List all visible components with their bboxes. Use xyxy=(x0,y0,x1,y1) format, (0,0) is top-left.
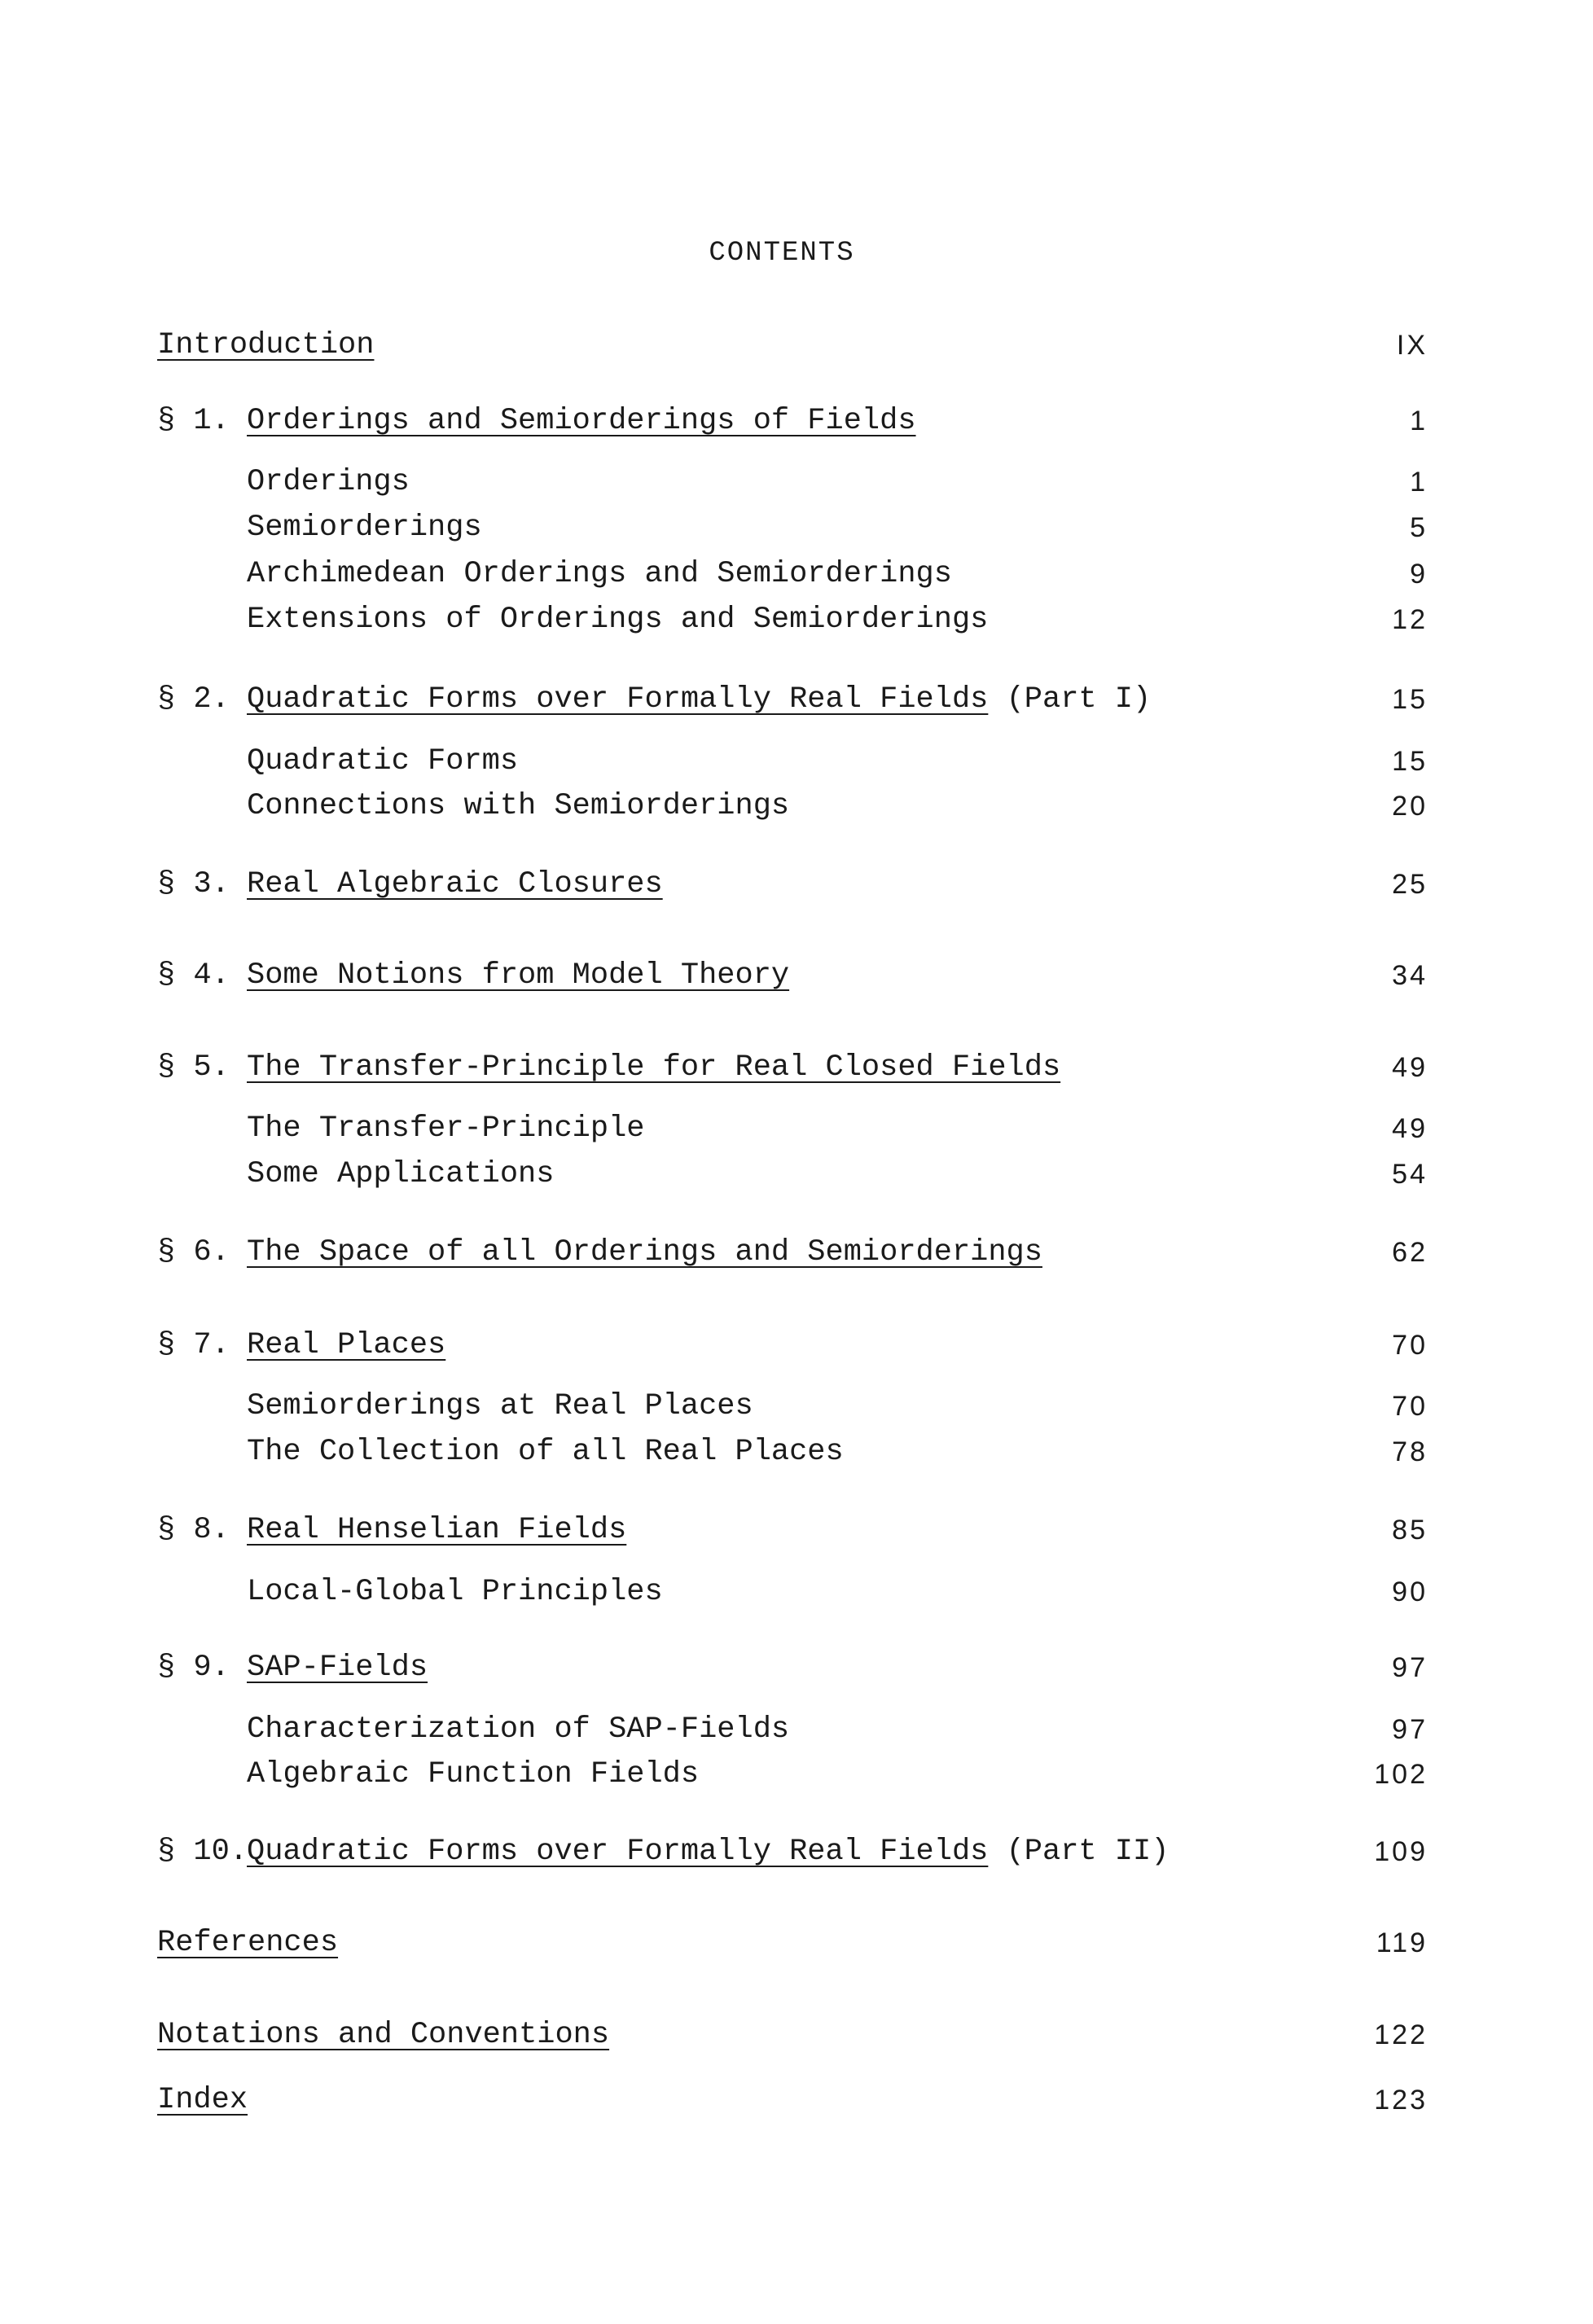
entry-title-text: SAP-Fields xyxy=(247,1651,428,1685)
entry-title-text: Real Henselian Fields xyxy=(247,1513,627,1547)
entry-title xyxy=(247,1230,1042,1275)
page-number: 15 xyxy=(1392,746,1428,777)
toc-subentry xyxy=(157,597,1428,642)
section-number: § 8. xyxy=(157,1513,230,1547)
entry-title-text: Real Algebraic Closures xyxy=(247,867,663,901)
toc-section xyxy=(157,677,1428,722)
entry-title-text: Orderings xyxy=(247,465,410,499)
entry-part-suffix: (Part II) xyxy=(1006,1835,1170,1869)
page-number: 62 xyxy=(1392,1237,1428,1268)
toc-entry xyxy=(157,2077,1428,2123)
page-number: 25 xyxy=(1392,869,1428,900)
entry-title-text: Local-Global Principles xyxy=(247,1575,663,1609)
page-number: 90 xyxy=(1392,1576,1428,1607)
page-number: 102 xyxy=(1374,1759,1428,1790)
page-number: 1 xyxy=(1410,406,1428,436)
entry-title-text: Quadratic Forms over Formally Real Fields xyxy=(247,682,989,717)
toc-section xyxy=(157,1230,1428,1275)
section-number: § 2. xyxy=(157,682,230,717)
page-number: 97 xyxy=(1392,1652,1428,1683)
entry-title xyxy=(157,2012,609,2058)
page-number: 1 xyxy=(1410,467,1428,498)
entry-title xyxy=(247,1322,445,1368)
toc-section xyxy=(157,953,1428,998)
entry-title-text: Extensions of Orderings and Semiorderings xyxy=(247,603,989,637)
section-number: § 4. xyxy=(157,958,230,993)
entry-title xyxy=(247,1507,626,1553)
page-title: CONTENTS xyxy=(709,238,855,269)
entry-title xyxy=(247,1151,554,1197)
entry-title xyxy=(247,783,789,829)
page-number: 49 xyxy=(1392,1052,1428,1083)
entry-title xyxy=(247,1569,663,1615)
entry-title-text: Semiorderings xyxy=(247,511,482,545)
entry-title-text: Quadratic Forms over Formally Real Fields xyxy=(247,1835,989,1869)
entry-title xyxy=(247,739,518,784)
toc-section xyxy=(157,1829,1428,1875)
page-number: 20 xyxy=(1392,791,1428,822)
entry-title-text: The Collection of all Real Places xyxy=(247,1435,844,1469)
page-number: 119 xyxy=(1376,1927,1428,1958)
entry-title-text: Index xyxy=(157,2083,248,2117)
entry-title xyxy=(247,862,663,907)
entry-title-text: Connections with Semiorderings xyxy=(247,789,790,823)
page-number: 122 xyxy=(1374,2019,1428,2050)
entry-title xyxy=(247,597,988,642)
entry-title-text: The Transfer-Principle for Real Closed Fields xyxy=(247,1050,1061,1085)
entry-title-text: Archimedean Orderings and Semiorderings xyxy=(247,557,952,591)
toc-entry xyxy=(157,322,1428,368)
section-number: § 1. xyxy=(157,404,230,438)
toc-subentry xyxy=(157,1151,1428,1197)
page-number: IX xyxy=(1396,330,1428,361)
toc-section xyxy=(157,1322,1428,1368)
entry-part-suffix: (Part I) xyxy=(1006,682,1152,717)
toc-section xyxy=(157,1645,1428,1690)
toc-subentry xyxy=(157,505,1428,550)
entry-title-text: Algebraic Function Fields xyxy=(247,1757,700,1791)
section-number: § 10. xyxy=(157,1835,248,1869)
section-number: § 5. xyxy=(157,1050,230,1085)
entry-title-text: Some Notions from Model Theory xyxy=(247,958,790,993)
toc-entry xyxy=(157,2012,1428,2058)
entry-title-text: Characterization of SAP-Fields xyxy=(247,1712,790,1747)
entry-title-text: Orderings and Semiorderings of Fields xyxy=(247,404,916,438)
page-number: 97 xyxy=(1392,1714,1428,1745)
entry-title xyxy=(157,2077,248,2123)
page-number: 123 xyxy=(1374,2085,1428,2116)
entry-title-text: Introduction xyxy=(157,328,375,362)
page-number: 15 xyxy=(1392,684,1428,715)
page-number: 12 xyxy=(1392,604,1428,635)
entry-title-text: Notations and Conventions xyxy=(157,2018,610,2052)
entry-title-text: Quadratic Forms xyxy=(247,744,519,778)
toc-section xyxy=(157,1045,1428,1090)
entry-title xyxy=(247,953,789,998)
entry-title-text: The Space of all Orderings and Semiorderings xyxy=(247,1235,1042,1269)
entry-title xyxy=(247,677,1151,722)
entry-title-text: The Transfer-Principle xyxy=(247,1112,645,1146)
entry-title xyxy=(247,1429,844,1475)
page-number: 78 xyxy=(1392,1436,1428,1467)
entry-title-text: Some Applications xyxy=(247,1157,555,1191)
page-number: 9 xyxy=(1410,559,1428,590)
page-number: 5 xyxy=(1410,512,1428,543)
entry-title xyxy=(247,1645,428,1690)
toc-subentry xyxy=(157,1106,1428,1151)
entry-title-text: Real Places xyxy=(247,1328,446,1362)
entry-title-text: References xyxy=(157,1926,339,1960)
page-number: 49 xyxy=(1392,1113,1428,1144)
toc-subentry xyxy=(157,1569,1428,1615)
page-number: 70 xyxy=(1392,1330,1428,1361)
toc-subentry xyxy=(157,739,1428,784)
toc-subentry xyxy=(157,1707,1428,1752)
section-number: § 3. xyxy=(157,867,230,901)
toc-subentry xyxy=(157,459,1428,505)
entry-title xyxy=(247,1707,789,1752)
entry-title xyxy=(157,322,374,368)
page-number: 85 xyxy=(1392,1515,1428,1546)
entry-title xyxy=(247,1045,1060,1090)
page-number: 54 xyxy=(1392,1159,1428,1190)
entry-title xyxy=(247,505,482,550)
entry-title xyxy=(247,398,916,444)
page-number: 34 xyxy=(1392,960,1428,991)
entry-title xyxy=(247,551,952,597)
page-number: 109 xyxy=(1374,1836,1428,1867)
section-number: § 6. xyxy=(157,1235,230,1269)
toc-subentry xyxy=(157,551,1428,597)
toc-subentry xyxy=(157,1752,1428,1797)
section-number: § 9. xyxy=(157,1651,230,1685)
section-number: § 7. xyxy=(157,1328,230,1362)
toc-subentry xyxy=(157,1429,1428,1475)
entry-title xyxy=(247,459,410,505)
toc-subentry xyxy=(157,1383,1428,1429)
entry-title-text: Semiorderings at Real Places xyxy=(247,1389,753,1423)
entry-title xyxy=(247,1106,644,1151)
toc-section xyxy=(157,398,1428,444)
entry-title xyxy=(247,1383,753,1429)
entry-title xyxy=(157,1920,338,1966)
toc-entry xyxy=(157,1920,1428,1966)
toc-subentry xyxy=(157,783,1428,829)
entry-title xyxy=(247,1752,699,1797)
toc-section xyxy=(157,862,1428,907)
page-number: 70 xyxy=(1392,1391,1428,1422)
toc-section xyxy=(157,1507,1428,1553)
entry-title xyxy=(247,1829,1169,1875)
